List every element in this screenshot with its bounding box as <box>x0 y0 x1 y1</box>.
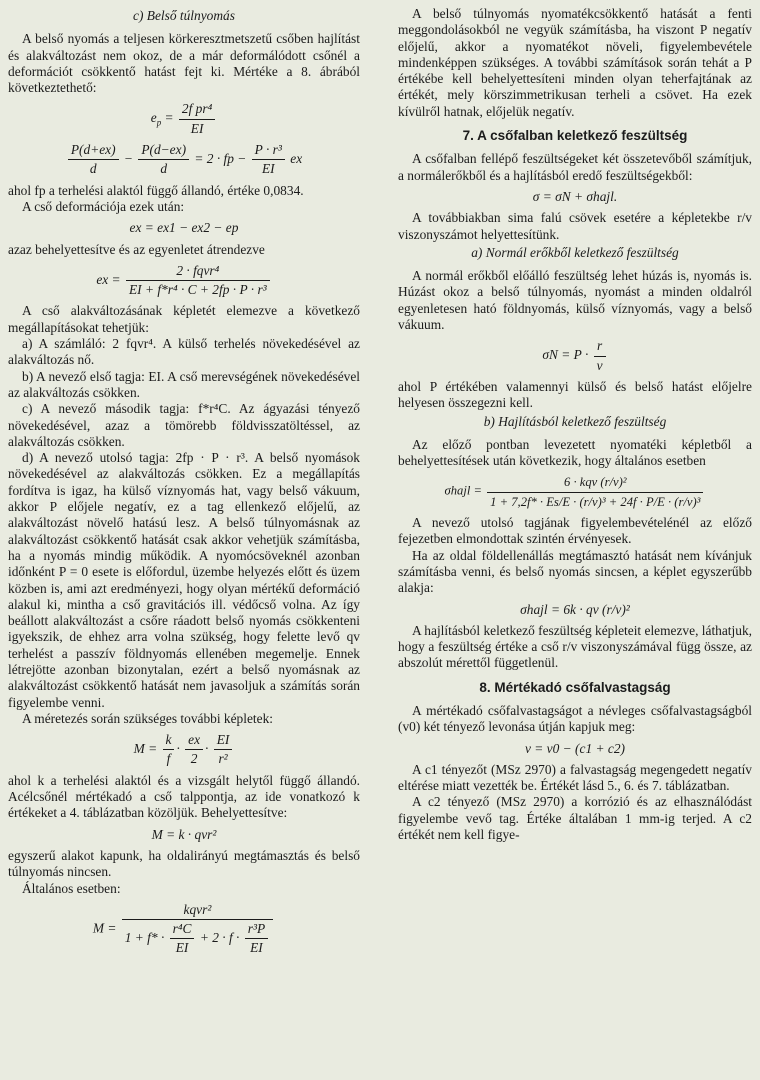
equation-sigma-hajl-simple: σhajl = 6k · qv (r/v)² <box>520 601 630 617</box>
section-heading-7: 7. A csőfalban keletkező feszültség <box>462 128 688 144</box>
paragraph: A c2 tényező (MSz 2970) a korrózió és az elhasználódást figyelembe vevő tag. Értéke általában 1 mm-ig terjed. A c2 értékét nem kell figye- <box>398 794 752 843</box>
section-heading-c: c) Belső túlnyomás <box>133 8 235 23</box>
paragraph-a: a) A számláló: 2 fqvr⁴. A külső terhelés növekedésével az alakváltozás nő. <box>8 336 360 368</box>
paragraph: A méretezés során szükséges további képletek: <box>22 710 273 726</box>
equation-M: M = $\frac{k}{f}$ · $\frac{ex}{2}$ · $\frac{EI}{\text{r²}}$ <box>8 732 360 768</box>
section-heading-a: a) Normál erőkből keletkező feszültség <box>471 244 679 260</box>
paragraph: A cső alakváltozásának képletét elemezve a következő megállapításokat tehetjük: <box>8 303 360 335</box>
equation-v: v = v0 − (c1 + c2) <box>525 740 625 756</box>
paragraph-d: d) A nevező utolsó tagja: 2fp · P · r³. A belső nyomások növekedésével az alakváltozás csökken. Ez a megállapítás fordítva is igaz, ha külső víznyomás hat, vagy belső vákuum, akkor P előjele negatív, ez a tag ellenkező előjelű, az alakváltozást növelő hatású lesz. A belső túlnyomásnak az alakváltozást csökkentő hatását csak akkor vehetjük számításba, ha a nyomás mindig működik. A nyomócsöveknél azonban időnként P = 0 esete is előfordul, üzembe helyezés előtt és üzem közben is, ami azt eredményezi, hogy olyan mértékű deformáció alakul ki, mintha a cső gravitációs ill. védőcső volna. Az így beállott alakváltozást a csőre ráadott belső nyomás csökkenteni igyekszik, de ehhez arra volna szükség, hogy felette levő qv terhelést a passzív földnyomás ellenében megemelje. Ennek létrejötte azonban bizonytalan, ezért a belső nyomásnak az alakváltozást csökkentő hatását nem javasoljuk a számítás során figyelembe venni. <box>8 450 360 710</box>
paragraph: A belső nyomás a teljesen körkeresztmetszetű csőben hajlítást és alakváltozást nem okoz, de a már deformálódott csőnél a deformációt csökkentő hatást fejt ki. Mértéke a 8. ábrából következtethető: <box>8 31 360 96</box>
left-column <box>8 6 360 962</box>
paragraph: egyszerű alakot kapunk, ha oldalirányú megtámasztás és belső túlnyomás nincsen. <box>8 847 360 880</box>
equation-M-simple: M = k · qvr² <box>151 826 217 842</box>
equation-ex-full: ex = $\frac{\text{2 · fqvr⁴}}{\text{EI + f*r⁴ · C + 2fp · P · r³}}$ <box>8 263 360 299</box>
fraction: $\frac{\text{2f pr⁴}}{EI}$ <box>179 101 215 137</box>
section-heading-8: 8. Mértékadó csőfalvastagság <box>479 679 671 695</box>
paragraph: A továbbiakban sima falú csövek esetére a képletekbe r/v viszonyszámot helyettesítünk. <box>398 210 752 242</box>
paragraph: A belső túlnyomás nyomatékcsökkentő hatását a fenti meggondolásokból ne vegyük számításba, ha viszont P negatív előjelű, akkor a nyomatékot növeli, figyelembevétele mindenképpen szükséges. A további számítások során tehát a P értékébe kell behelyettesíteni minden olyan teherfajtának az értékét, mely körszimmetrikusan terheli a csövet. Ha ezek kívülről hatnak, előjelük negatív. <box>398 6 752 119</box>
equation-sigma-N: σN = P · $\frac{r}{v}$ <box>398 338 752 374</box>
equation-balance: $\frac{P(d+ex)}{d}$ − $\frac{P(d-ex)}{d}$ = 2 · fp − $\frac{\text{P · r³}}{EI}$ ex <box>8 142 360 178</box>
paragraph: ahol k a terhelési alaktól és a vizsgált helytől függő állandó. Acélcsőnél mértékadó a cső talppontja, az ide vonatkozó k értékeket a 4. táblázatban közöljük. Behelyettesítve: <box>8 772 360 821</box>
paragraph: Ha az oldal földellenállás megtámasztó hatását nem kívánjuk számításba venni, és belső nyomás sincsen, a képlet egyszerűbb alakja: <box>398 547 752 596</box>
paragraph: A hajlításból keletkező feszültség képleteit elemezve, láthatjuk, hogy a feszültség értéke a cső r/v viszonyszámával függ össze, az abszolút mérettől függetlenül. <box>398 622 752 671</box>
equation-M-general: M = kqvr² 1 + f* · $\frac{\text{r⁴C}}{EI}$ + 2 · f · $\frac{\text{r³P}}{EI}$ <box>8 902 360 957</box>
equation-sigma-hajl: σhajl = $\frac{\text{6 · kqv (r/v)²}}{\text{1 + 7,2f* · Es/E · (r/v)³ + 24f · P/E · (r/v)³}}$ <box>398 474 752 510</box>
paragraph: Az előző pontban levezetett nyomatéki képletből a behelyettesítések után következik, hogy általános esetben <box>398 436 752 469</box>
equation-sigma: σ = σN + σhajl. <box>532 188 618 204</box>
equation-ep: $e_p$ = $\frac{\text{2f pr⁴}}{EI}$ <box>8 101 360 137</box>
paragraph: A cső deformációja ezek után: <box>22 198 185 214</box>
paragraph: Általános esetben: <box>22 880 121 896</box>
paragraph-b: b) A nevező első tagja: EI. A cső merevségének növekedésével az alakváltozás csökken. <box>8 368 360 400</box>
right-column <box>398 6 752 843</box>
paragraph: A c1 tényezőt (MSz 2970) a falvastagság megengedett negatív eltérése miatt vezették be. Értékét lásd 5., 6. és 7. táblázatban. <box>398 761 752 794</box>
equation-ex: ex = ex1 − ex2 − ep <box>129 220 239 236</box>
paragraph: A normál erőkből előálló feszültség lehet húzás is, nyomás is. Húzást okoz a belső túlnyomás, nyomást a minden oldalról egyenletesen ható földnyomás, külső víznyomás, vagy a belső vákuum. <box>398 268 752 333</box>
paragraph: ahol P értékében valamennyi külső és belső hatást előjelre helyesen összegezni kell. <box>398 378 752 411</box>
paragraph: A nevező utolsó tagjának figyelembevételénél az előző fejezetben elmondottak szintén érvényesek. <box>398 515 752 547</box>
paragraph: ahol fp a terhelési alaktól függő állandó, értéke 0,0834. <box>8 182 304 198</box>
paragraph-c: c) A nevező második tagja: f*r⁴C. Az ágyazási tényező növekedésével, azaz a tömörebb földvisszatöltéssel, az alakváltozás csökken. <box>8 401 360 449</box>
paragraph: A mértékadó csőfalvastagságot a névleges csőfalvastagságból (v0) két tényező levonása útján kapjuk meg: <box>398 702 752 735</box>
paragraph: A csőfalban fellépő feszültségeket két összetevőből számítjuk, a normálerőkből és a hajlításból eredő feszültségekből: <box>398 151 752 183</box>
section-heading-b: b) Hajlításból keletkező feszültség <box>483 413 667 429</box>
paragraph: azaz behelyettesítve és az egyenletet átrendezve <box>8 241 265 257</box>
